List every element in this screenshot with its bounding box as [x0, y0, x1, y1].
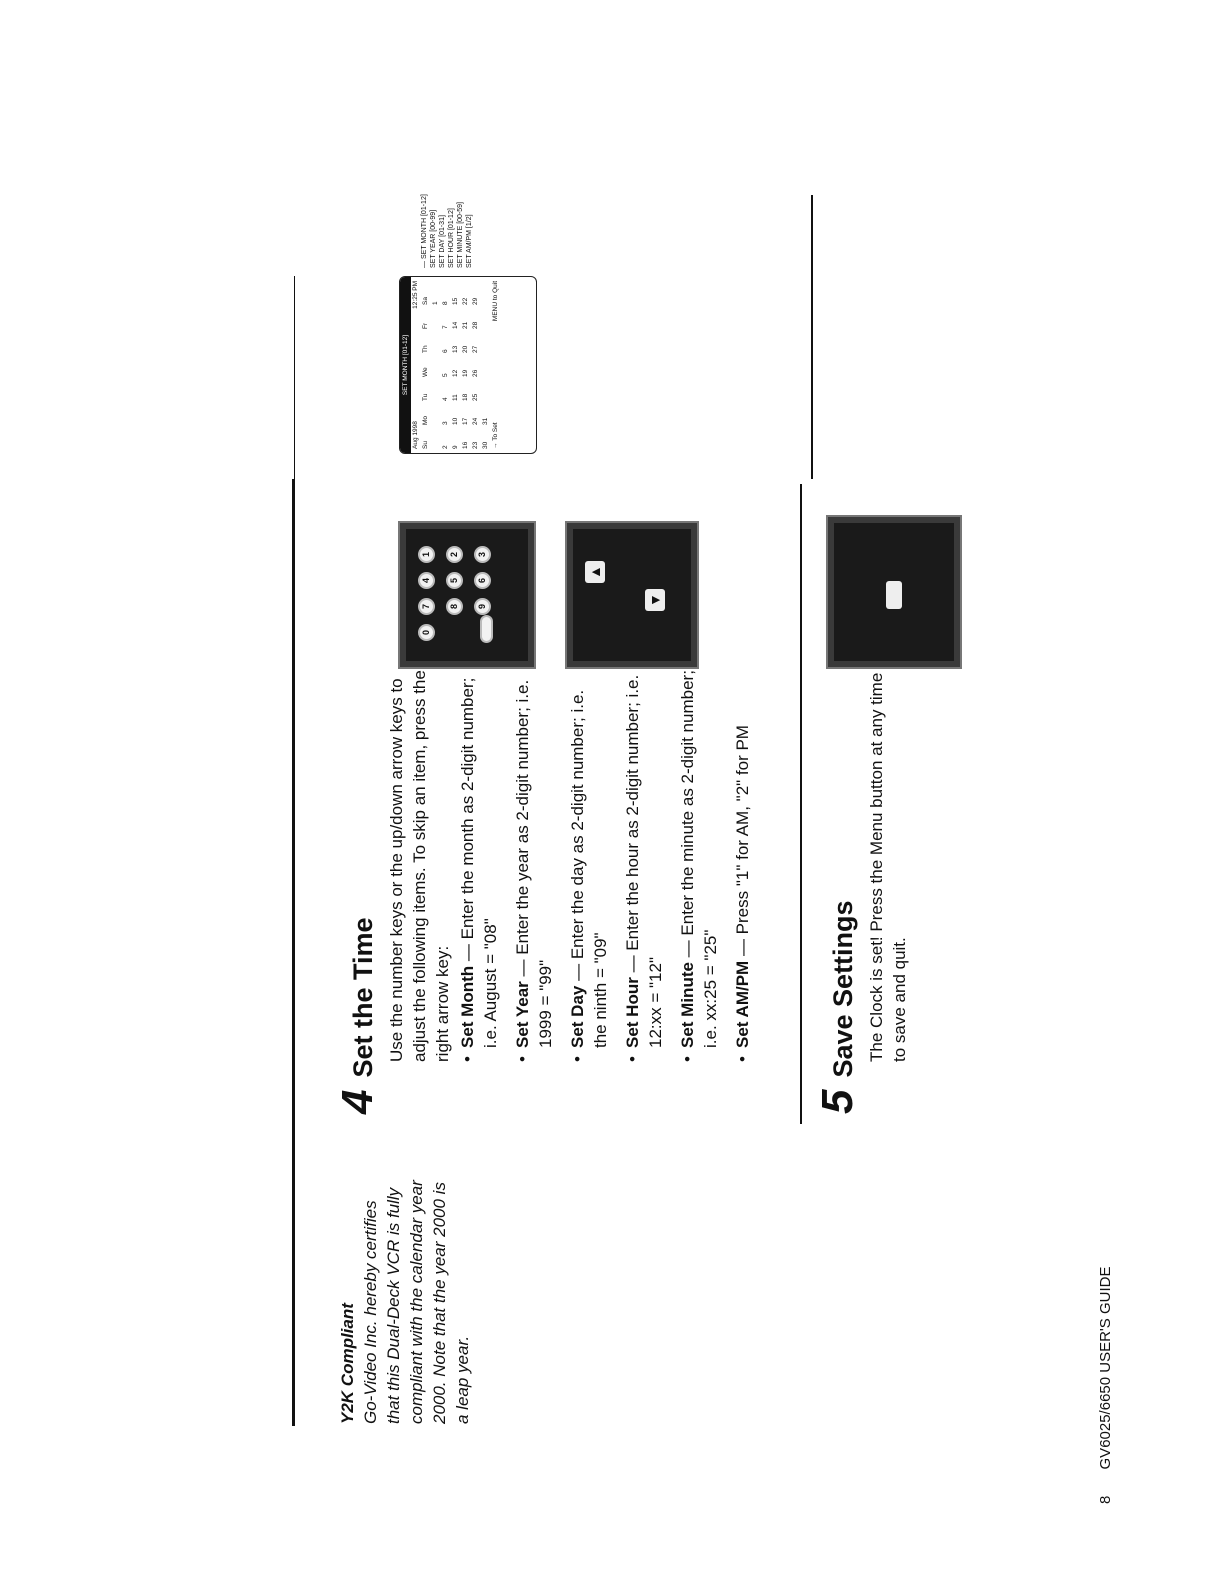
y2k-note	[336, 1174, 474, 1424]
list-item	[731, 664, 754, 1062]
day-header: Su	[422, 441, 429, 449]
bullet-label: Set Month	[458, 965, 477, 1048]
calendar-day: 3	[442, 421, 449, 425]
calendar-day	[431, 401, 441, 425]
calendar-day	[481, 281, 491, 305]
list-item	[511, 664, 557, 1062]
calendar-day: 8	[442, 301, 449, 305]
menu-key-icon	[886, 581, 902, 609]
day-header: Th	[422, 345, 429, 353]
calendar-week-row	[451, 277, 461, 453]
calendar-day: 23	[472, 441, 479, 449]
list-item	[566, 664, 612, 1062]
calendar-day	[481, 305, 491, 329]
list-item	[456, 664, 502, 1062]
calendar-day: 31	[482, 417, 489, 425]
calendar-day: 7	[442, 325, 449, 329]
calendar-bar: SET MONTH [01-12]	[400, 277, 411, 453]
calendar-footer	[491, 277, 501, 453]
number-key-icon: 3	[474, 546, 491, 563]
section-heading	[333, 664, 382, 1114]
calendar-note: — SET MONTH [01-12]	[421, 194, 428, 268]
bullet-text: — Press "1" for AM, "2" for PM	[733, 725, 752, 961]
calendar-day: 9	[452, 445, 459, 449]
bullet-label: Set Year	[513, 981, 532, 1048]
calendar-day: 19	[462, 369, 469, 377]
section-set-time	[333, 664, 763, 1114]
number-key-icon: 8	[446, 598, 463, 615]
calendar-day: 16	[462, 441, 469, 449]
number-keypad-image	[398, 521, 536, 669]
calendar-day: 25	[472, 393, 479, 401]
bullet-text: — Enter the minute as 2-digit number; i.e. xx:25 = "25"	[678, 670, 720, 1048]
calendar-day: 29	[472, 297, 479, 305]
calendar-note: SET HOUR [01-12]	[448, 208, 455, 268]
number-key-icon: 6	[474, 572, 491, 589]
bullet-text: — Enter the day as 2-digit number; i.e. the ninth = "09"	[568, 689, 610, 1048]
calendar-day: 28	[472, 321, 479, 329]
calendar-day: 17	[462, 417, 469, 425]
calendar-day	[481, 377, 491, 401]
arrow-keys-image	[565, 521, 699, 669]
bullet-label: Set Minute	[678, 962, 697, 1048]
calendar-day: 6	[442, 349, 449, 353]
calendar-day: 26	[472, 369, 479, 377]
calendar-day: 10	[452, 417, 459, 425]
calendar-note: SET YEAR [00-99]	[430, 209, 437, 268]
list-item	[621, 664, 667, 1062]
calendar-day: 2	[442, 445, 449, 449]
calendar-day: 12	[452, 369, 459, 377]
settings-list	[456, 664, 754, 1062]
y2k-text: Go-Video Inc. hereby certifies that this Dual-Deck VCR is fully compliant with the calendar year 2000. Note that the year 2000 is a leap year.	[361, 1180, 472, 1424]
day-header: Sa	[422, 297, 429, 305]
step-number: 5	[813, 1089, 862, 1114]
calendar-note: SET MINUTE [00-59]	[457, 201, 464, 268]
bullet-text: — Enter the hour as 2-digit number; i.e. 12:xx = "12"	[623, 674, 665, 1048]
calendar-header	[411, 277, 421, 453]
top-rule-right	[292, 259, 294, 479]
up-arrow-icon: ▲	[585, 561, 605, 583]
section-save-settings	[813, 664, 913, 1114]
bullet-label: Set Hour	[623, 977, 642, 1048]
number-key-icon: 5	[446, 572, 463, 589]
y2k-title: Y2K Compliant	[338, 1303, 357, 1424]
bullet-label: Set AM/PM	[733, 960, 752, 1048]
page-number: 8	[1097, 1495, 1114, 1504]
calendar-day: 15	[452, 297, 459, 305]
calendar-day	[481, 329, 491, 353]
section-title: Save Settings	[828, 900, 858, 1078]
section-title: Set the Time	[348, 917, 378, 1078]
calendar-week-row	[481, 277, 491, 453]
save-text: The Clock is set! Press the Menu button at any time to save and quit.	[867, 672, 909, 1062]
calendar-day: 13	[452, 345, 459, 353]
calendar-notes	[420, 108, 474, 268]
section-body	[385, 664, 754, 1114]
calendar-day: 11	[452, 394, 459, 401]
calendar-days-row	[421, 277, 431, 453]
right-rule	[811, 195, 813, 479]
calendar-day	[431, 329, 441, 353]
calendar-day: 21	[462, 321, 469, 329]
calendar-weeks	[431, 277, 491, 453]
number-key-icon: 7	[418, 598, 435, 615]
list-item	[676, 664, 722, 1062]
calendar-month-year: Aug 1998	[412, 421, 419, 449]
calendar-day: 18	[462, 393, 469, 401]
calendar-day: 14	[452, 321, 459, 329]
calendar-day	[431, 353, 441, 377]
calendar-footer-right: MENU to Quit	[492, 281, 499, 322]
calendar-note: SET AM/PM [1/2]	[466, 214, 473, 268]
calendar-day	[431, 305, 441, 329]
calendar-day: 22	[462, 297, 469, 305]
guide-title: GV6025/6650 USER'S GUIDE	[1097, 1266, 1114, 1470]
number-key-icon: 1	[418, 546, 435, 563]
bullet-text: — Enter the year as 2-digit number; i.e. 1999 = "99"	[513, 679, 555, 1048]
bullet-label: Set Day	[568, 985, 587, 1048]
day-header: Mo	[422, 415, 429, 425]
calendar-time: 12:25 PM	[412, 281, 419, 309]
calendar-day: 30	[482, 441, 489, 449]
section-heading	[813, 664, 862, 1114]
calendar-week-row	[471, 277, 481, 453]
number-key-icon: 2	[446, 546, 463, 563]
down-arrow-icon: ▼	[645, 589, 665, 611]
calendar-week-row	[441, 277, 451, 453]
day-header: We	[422, 367, 429, 377]
clock-calendar-screen	[399, 276, 537, 454]
calendar-note: SET DAY [01-31]	[439, 215, 446, 268]
calendar-week-row	[461, 277, 471, 453]
step-number: 4	[333, 1089, 382, 1114]
intro-text: Use the number keys or the up/down arrow keys to adjust the following items. To skip an item, press the right arrow key:	[387, 670, 452, 1062]
calendar-day: 20	[462, 345, 469, 353]
calendar-footer-left: → To Set	[492, 422, 499, 449]
bullet-text: — Enter the month as 2-digit number; i.e. August = "08"	[458, 677, 500, 1048]
calendar-day	[481, 353, 491, 377]
calendar-day: 27	[472, 345, 479, 353]
number-key-icon: 4	[418, 572, 435, 589]
calendar-day: 4	[442, 397, 449, 401]
calendar-week-row	[431, 277, 441, 453]
day-header: Tu	[422, 393, 429, 401]
calendar-day: 1	[432, 301, 439, 305]
calendar-day: 5	[442, 373, 449, 377]
section-body	[865, 664, 911, 1114]
oval-key-icon	[480, 615, 493, 643]
calendar-day: 24	[472, 417, 479, 425]
page-footer	[1097, 1267, 1114, 1504]
section-divider	[800, 484, 802, 1124]
calendar-day	[431, 377, 441, 401]
number-key-icon: 0	[418, 624, 435, 641]
number-key-icon: 9	[474, 598, 491, 615]
day-header: Fr	[422, 322, 429, 329]
calendar-day	[431, 425, 441, 449]
menu-button-image	[826, 515, 962, 669]
